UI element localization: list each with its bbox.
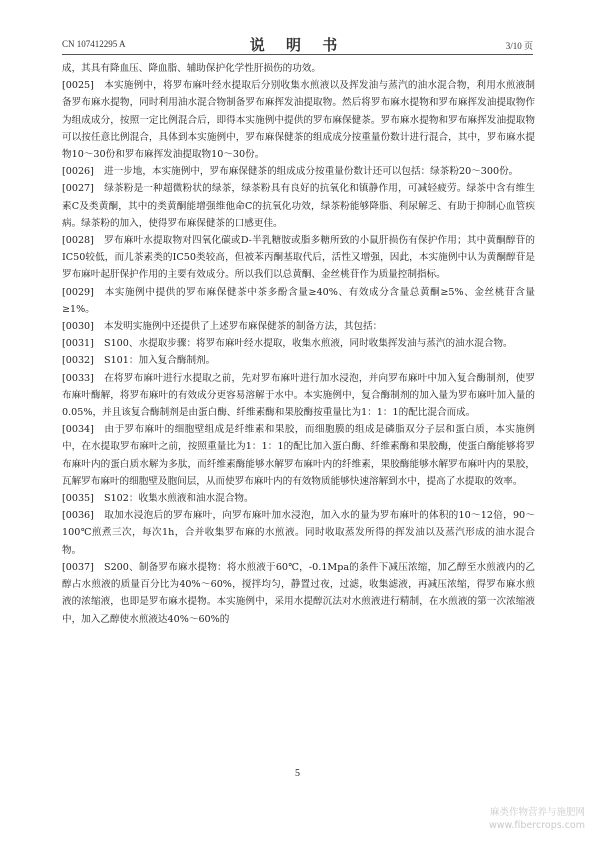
paragraph-text: 成，其具有降血压、降血脂、辅助保护化学性肝损伤的功效。: [62, 63, 322, 74]
watermark-url: www.fibercrops.com: [488, 820, 585, 831]
paragraph-0037: [62, 559, 535, 628]
paragraph-text: 本发明实施例中还提供了上述罗布麻保健茶的制备方法，其包括：: [104, 321, 383, 333]
paragraph-number: [0026]: [62, 166, 94, 178]
paragraph-0029: [62, 284, 535, 318]
paragraph-text: 由于罗布麻叶的细胞壁组成是纤维素和果胶，而细胞膜的组成是磷脂双分子层和蛋白质，本实施例中，在水提取罗布麻叶之前，按照重量比为1：1：1的配比加入蛋白酶、纤维素酶和果胶酶，使蛋白酶能够将罗布麻叶内的蛋白质水解为多肽，而纤维素酶能够水解罗布麻叶内的纤维素，果胶酶能够水解罗布麻叶内的果胶，瓦解罗布麻叶的细胞壁及胞间层，从而使罗布麻叶内的有效物质能够快速溶解到水中，提高了水提取的效率。: [62, 424, 535, 487]
site-watermark: [489, 806, 585, 832]
page-indicator: 3/10 页: [505, 41, 533, 51]
page-header: [62, 36, 533, 52]
document-title: 说 明 书: [249, 36, 346, 54]
header-rule: [62, 54, 533, 55]
page-number: 5: [295, 768, 300, 779]
paragraph-number: [0034]: [62, 424, 94, 436]
paragraph-number: [0029]: [62, 286, 94, 298]
paragraph-text: S101：加入复合酶制剂。: [104, 355, 216, 367]
paragraph-number: [0036]: [62, 510, 94, 522]
patent-number: CN 107412295 A: [62, 39, 126, 49]
paragraph-text: 绿茶粉是一种超微粉状的绿茶，绿茶粉具有良好的抗氧化和镇静作用，可减轻疲劳。绿茶中含有维生素C及类黄酮，其中的类黄酮能增强维他命C的抗氧化功效，绿茶粉能够降脂、利尿解乏、有助于抑制心血管疾病。绿茶粉的加入，使得罗布麻保健茶的口感更佳。: [62, 183, 535, 229]
paragraph-number: [0027]: [62, 183, 94, 195]
watermark-site-name: 麻类作物营养与施肥网: [489, 807, 585, 818]
paragraph-text: S200、制备罗布麻水提物：将水煎液于60℃，-0.1Mpa的条件下减压浓缩，加乙醇至水煎液内的乙醇占水煎液的质量百分比为40%～60%，搅拌均匀，静置过夜，过滤，收集滤液，再减压浓缩，得罗布麻水煎液的浓缩液，也即是罗布麻水提物。本实施例中，采用水提醇沉法对水煎液进行精制，在水煎液的第一次浓缩液中，加入乙醇使水煎液达40%～60%的: [62, 561, 535, 625]
paragraph-0034: [62, 421, 535, 490]
paragraph-text: 进一步地，本实施例中，罗布麻保健茶的组成成分按重量份数计还可以包括：绿茶粉20～300份。: [104, 166, 519, 178]
paragraph-number: [0032]: [62, 355, 94, 367]
paragraph-text: 取加水浸泡后的罗布麻叶，向罗布麻叶加水浸泡，加入水的量为罗布麻叶的体积的10～12倍，90～100℃煎煮三次，每次1h，合并收集罗布麻的水煎液。同时收取蒸发所得的挥发油以及蒸汽形成的油水混合物。: [62, 510, 535, 556]
paragraph-0025: [62, 77, 535, 163]
paragraph-text: 罗布麻叶水提取物对四氧化碳或D-半乳糖胺或脂多糖所致的小鼠肝损伤有保护作用；其中黄酮醇苷的IC50较低，而儿茶素类的IC50类较高，但被苯丙酮基取代后，活性又增强，因此，本实施例中认为黄酮醇苷是罗布麻叶起肝保护作用的主要有效成分。所以我们以总黄酮、金丝桃苷作为质量控制指标。: [62, 235, 535, 281]
paragraph-0026: [62, 163, 535, 180]
paragraph-number: [0033]: [62, 372, 94, 384]
paragraph-text: 在将罗布麻叶进行水提取之前，先对罗布麻叶进行加水浸泡，并向罗布麻叶中加入复合酶制剂，使罗布麻叶酶解，将罗布麻叶的有效成分更容易溶解于水中。本实施例中，复合酶制剂的加入量为罗布麻叶加入量的0.05%，并且该复合酶制剂是由蛋白酶、纤维素酶和果胶酶按重量比为1：1：1的配比混合而成。: [62, 372, 535, 419]
paragraph-continued: [62, 60, 535, 77]
paragraph-0035: [62, 490, 535, 507]
paragraph-number: [0031]: [62, 338, 94, 350]
paragraph-text: 本实施例中提供的罗布麻保健茶中茶多酚含量≥40%、有效成分含量总黄酮≥5%、金丝桃苷含量≥1%。: [62, 286, 535, 315]
paragraph-0028: [62, 232, 535, 284]
paragraph-number: [0037]: [62, 561, 94, 573]
paragraph-0032: [62, 352, 535, 369]
paragraph-0033: [62, 370, 535, 422]
paragraph-0036: [62, 507, 535, 559]
document-body: [62, 60, 535, 628]
paragraph-0030: [62, 318, 535, 335]
paragraph-number: [0035]: [62, 493, 94, 505]
paragraph-number: [0030]: [62, 321, 94, 333]
paragraph-number: [0028]: [62, 235, 94, 247]
paragraph-text: 本实施例中，将罗布麻叶经水提取后分别收集水煎液以及挥发油与蒸汽的油水混合物，利用水煎液制备罗布麻水提物，同时利用油水混合物制备罗布麻挥发油提取物。然后将罗布麻水提物和罗布麻挥发油提取物作为组成成分，按照一定比例混合后，即得本实施例中提供的罗布麻保健茶。罗布麻水提物和罗布麻挥发油提取物可以按任意比例混合，具体到本实施例中，罗布麻保健茶的组成成分按重量份数计进行混合，其中，罗布麻水提物10～30份和罗布麻挥发油提取物10～30份。: [62, 80, 535, 161]
paragraph-text: S102：收集水煎液和油水混合物。: [104, 493, 254, 505]
paragraph-0027: [62, 180, 535, 232]
paragraph-number: [0025]: [62, 80, 94, 92]
paragraph-text: S100、水提取步骤：将罗布麻叶经水提取，收集水煎液，同时收集挥发油与蒸汽的油水混合物。: [104, 338, 513, 350]
paragraph-0031: [62, 335, 535, 352]
